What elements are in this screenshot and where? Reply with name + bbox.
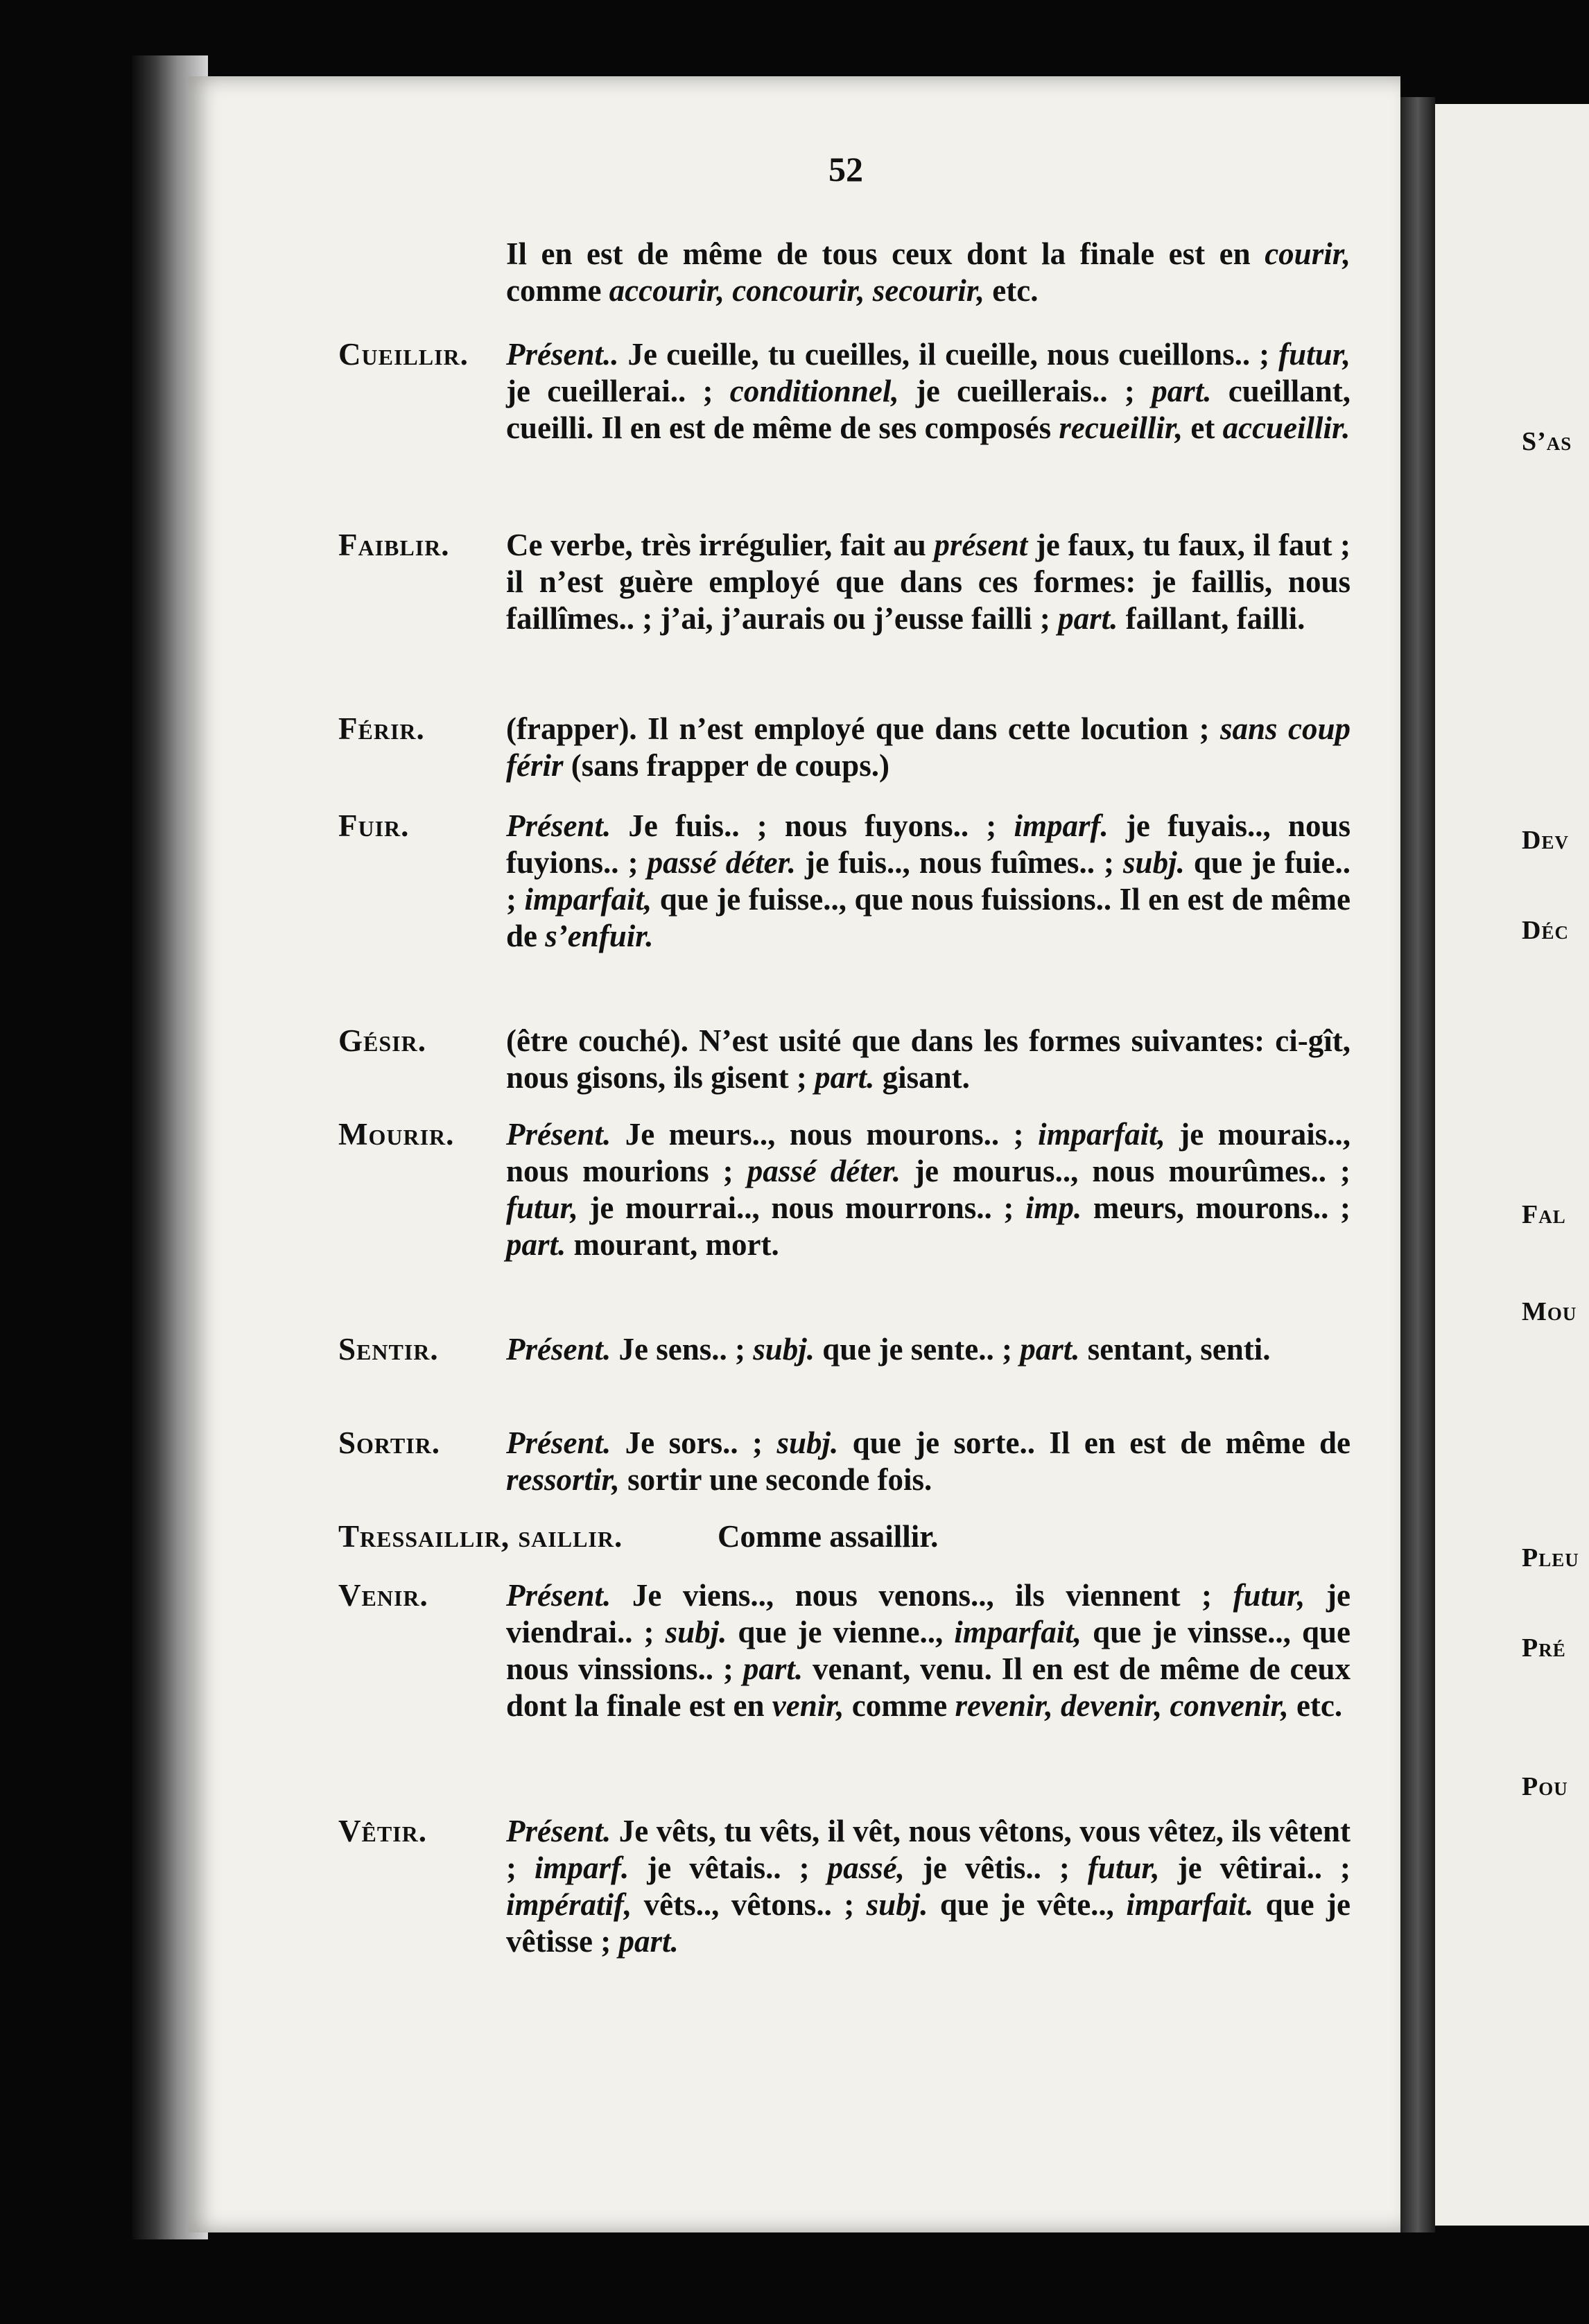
entry-definition: Comme assaillir. [718,1519,939,1554]
facing-page-fragment: Pré [1522,1633,1566,1663]
entry-definition: Présent. Je viens.., nous venons.., ils viennent ; futur, je viendrai.. ; subj. que je vienne.., imparfait, que je vinsse.., que nous vinssions.. ; part. venant, venu. Il en est de même de ceux dont la finale est en venir, comme revenir, devenir, convenir, etc. [506,1578,1351,1723]
entry-term: Férir. [338,711,425,746]
entry-definition: Présent. Je sens.. ; subj. que je sente.. ; part. sentant, senti. [506,1332,1271,1367]
entry-definition: Présent.. Je cueille, tu cueilles, il cueille, nous cueillons.. ; futur, je cueillerai.. ; conditionnel, je cueillerais.. ; part. cueillant, cueilli. Il en est de même de ses composés recueillir, et accueillir. [506,337,1351,445]
entry-definition: (être couché). N’est usité que dans les formes suivantes: ci-gît, nous gisons, ils gisent ; part. gisant. [506,1023,1351,1095]
entry-definition: Présent. Je sors.. ; subj. que je sorte.. Il en est de même de ressortir, sortir une seconde fois. [506,1425,1351,1497]
facing-page-fragment: Fal [1522,1200,1566,1229]
entry-definition: (frapper). Il n’est employé que dans cette locution ; sans coup férir (sans frapper de coups.) [506,711,1351,783]
book-gutter [1400,97,1435,2232]
entry-definition: Présent. Je vêts, tu vêts, il vêt, nous vêtons, vous vêtez, ils vêtent ; imparf. je vêtais.. ; passé, je vêtis.. ; futur, je vêtirai.. ; impératif, vêts.., vêtons.. ; subj. que je vête.., imparfait. que je vêtisse ; part. [506,1814,1351,1959]
entry-term: Sentir. [338,1332,439,1367]
facing-page [1435,104,1589,2226]
entry-definition: Présent. Je fuis.. ; nous fuyons.. ; imparf. je fuyais.., nous fuyions.. ; passé déter. je fuis.., nous fuîmes.. ; subj. que je fuie.. ; imparfait, que je fuisse.., que nous fuissions.. Il en est de même de s’enfuir. [506,808,1351,953]
entry-term: Fuir. [338,808,410,843]
intro-paragraph [506,236,1351,309]
entry-term: Sortir. [338,1425,441,1460]
entry-term: Venir. [338,1578,428,1613]
facing-page-fragment: Déc [1522,916,1569,945]
entry-definition: Ce verbe, très irrégulier, fait au présent je faux, tu faux, il faut ; il n’est guère employé que dans ces formes: je faillis, nous faillîmes.. ; j’ai, j’aurais ou j’eusse failli ; part. faillant, failli. [506,528,1351,636]
facing-page-fragment: Pleu [1522,1543,1579,1572]
facing-page-fragment: S’as [1522,427,1572,456]
facing-page-fragment: Dev [1522,826,1569,855]
entry-term: Mourir. [338,1117,455,1152]
intro-text: Il en est de même de tous ceux dont la finale est en courir, comme accourir, concourir, secourir, etc. [506,236,1351,308]
entry-term: Cueillir. [338,337,469,372]
facing-page-fragment: Mou [1522,1297,1577,1326]
entry-term: Faiblir. [338,528,450,562]
page-number: 52 [828,150,863,189]
entry-term: Vêtir. [338,1814,427,1848]
entry-term: Tressaillir, saillir. [338,1519,623,1554]
entry-definition: Présent. Je meurs.., nous mourons.. ; imparfait, je mourais.., nous mourions ; passé déter. je mourus.., nous mourûmes.. ; futur, je mourrai.., nous mourrons.. ; imp. meurs, mourons.. ; part. mourant, mort. [506,1117,1351,1262]
entry-term: Gésir. [338,1023,426,1058]
facing-page-fragment: Pou [1522,1772,1568,1801]
